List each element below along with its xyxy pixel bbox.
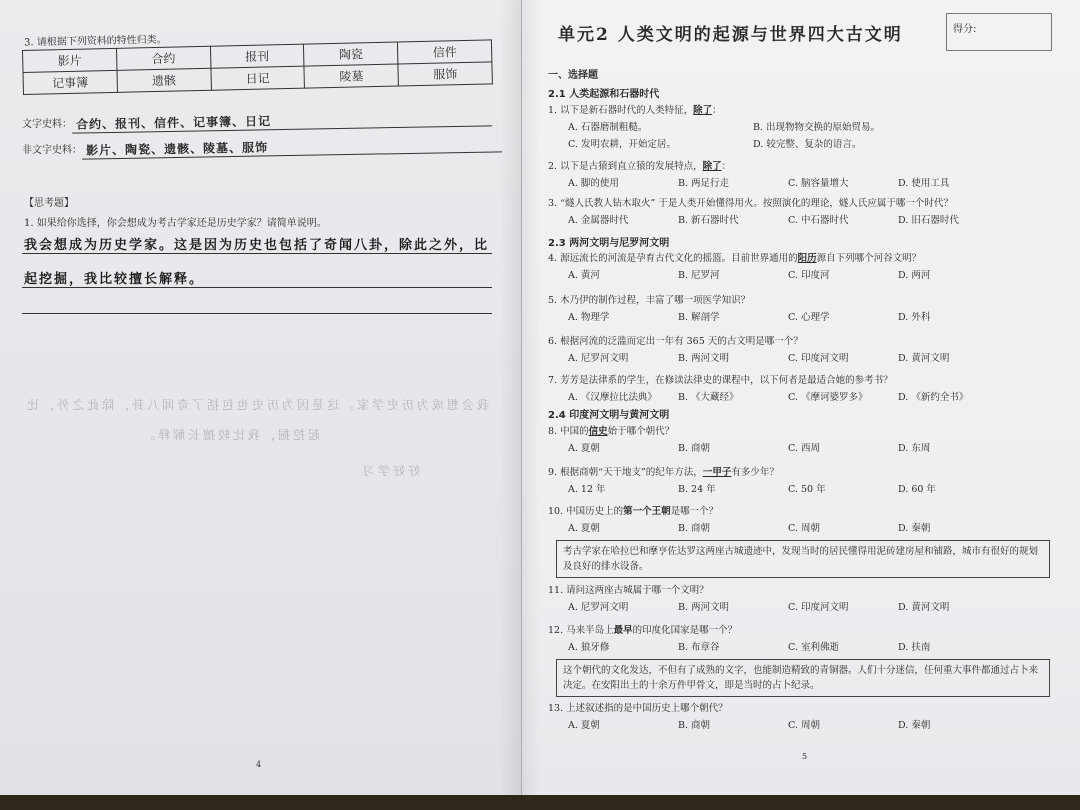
desk-surface: [0, 795, 1080, 810]
answer-line-3[interactable]: [22, 300, 492, 314]
question-6: 6. 根据河流的泛滥而定出一年有 365 天的古文明是哪一个？ A. 尼罗河文明 B. 两河文明 C. 印度河文明 D. 黄河文明: [548, 333, 1058, 364]
bleed-through-text: 好好学习: [360, 464, 421, 478]
option-b[interactable]: B. 《大藏经》: [678, 392, 739, 403]
passage-box-2: 这个朝代的文化发达，不但有了成熟的文字，也能制造精致的青铜器。人们十分迷信，任何重大事件都通过占卜来决定。在安阳出土的十余万件甲骨文，即是当时的占卜纪录。: [556, 659, 1050, 697]
question-8: 8. 中国的信史始于哪个朝代？ A. 夏朝 B. 商朝 C. 西周 D. 东周: [548, 423, 1058, 454]
option-b[interactable]: B. 尼罗河: [678, 270, 720, 281]
section-2-1: 2.1 人类起源和石器时代: [548, 89, 660, 100]
score-box[interactable]: [946, 13, 1052, 51]
option-b[interactable]: B. 商朝: [678, 523, 711, 534]
option-a[interactable]: A. 尼罗河文明: [568, 353, 629, 364]
written-sources-label: 文字史料：: [22, 119, 72, 130]
option-c[interactable]: C. 心理学: [788, 312, 830, 323]
table-cell: 记事簿: [23, 70, 117, 94]
option-c[interactable]: C. 印度河文明: [788, 353, 849, 364]
think-section-title: 【思考题】: [24, 198, 74, 209]
section-2-4: 2.4 印度河文明与黄河文明: [548, 410, 670, 421]
option-a[interactable]: A. 夏朝: [568, 720, 600, 731]
page-number: 5: [802, 752, 808, 761]
option-d[interactable]: D. 扶南: [898, 642, 931, 653]
option-d[interactable]: D. 黄河文明: [898, 353, 950, 364]
written-sources-answer[interactable]: 合约、报刊、信件、记事簿、日记: [72, 108, 492, 133]
page-number: 4: [256, 760, 262, 769]
question-13: 13. 上述叙述指的是中国历史上哪个朝代？ A. 夏朝 B. 商朝 C. 周朝 D. 秦朝: [548, 700, 1058, 731]
option-b[interactable]: B. 商朝: [678, 720, 711, 731]
question-5: 5. 木乃伊的制作过程，丰富了哪一项医学知识？ A. 物理学 B. 解剖学 C. 心理学 D. 外科: [548, 292, 1058, 323]
answer-line-1[interactable]: 我会想成为历史学家。这是因为历史也包括了奇闻八卦，除此之外，比: [22, 234, 492, 254]
question-7: 7. 芳芳是法律系的学生，在修读法律史的课程中，以下何者是最适合她的参考书？ A. 《汉摩拉比法典》 B. 《大藏经》 C. 《摩诃婆罗多》 D. 《新约全书》: [548, 372, 1058, 403]
option-a[interactable]: A. 脚的使用: [568, 178, 619, 189]
option-d[interactable]: D. 两河: [898, 270, 931, 281]
written-sources-row: [22, 112, 492, 130]
option-a[interactable]: A. 狼牙修: [568, 642, 610, 653]
nonwritten-sources-answer[interactable]: 影片、陶瓷、遗骸、陵墓、服饰: [82, 134, 502, 159]
option-c[interactable]: C. 50 年: [788, 484, 826, 495]
option-a[interactable]: A. 黄河: [568, 270, 600, 281]
option-a[interactable]: A. 石器磨制粗糙。: [568, 122, 648, 133]
question-2: 2. 以下是古猿到直立猿的发展特点，除了： A. 脚的使用 B. 两足行走 C. 脑容量增大 D. 使用工具: [548, 158, 1058, 189]
table-cell: 陵墓: [304, 64, 398, 88]
option-d[interactable]: D. 《新约全书》: [898, 392, 969, 403]
question-1: 1. 以下是新石器时代的人类特征，除了： A. 石器磨制粗糙。 B. 出现物物交换的原始贸易。 C. 发明农耕，开始定居。 D. 较完整、复杂的语言。: [548, 102, 1058, 153]
option-a[interactable]: A. 夏朝: [568, 523, 600, 534]
option-d[interactable]: D. 使用工具: [898, 178, 950, 189]
section-2-3: 2.3 两河文明与尼罗河文明: [548, 238, 670, 249]
question-11: 11. 请问这两座古城属于哪一个文明？ A. 尼罗河文明 B. 两河文明 C. 印度河文明 D. 黄河文明: [548, 582, 1058, 613]
table-cell: 合约: [116, 46, 210, 70]
option-b[interactable]: B. 两足行走: [678, 178, 730, 189]
question-10: 10. 中国历史上的第一个王朝是哪一个？ A. 夏朝 B. 商朝 C. 周朝 D. 秦朝: [548, 503, 1058, 534]
option-d[interactable]: D. 60 年: [898, 484, 936, 495]
question-9: 9. 根据商朝“天干地支”的纪年方法，一甲子有多少年？ A. 12 年 B. 24 年 C. 50 年 D. 60 年: [548, 464, 1058, 495]
option-d[interactable]: D. 秦朝: [898, 523, 931, 534]
right-page: [522, 0, 1080, 795]
option-c[interactable]: C. 周朝: [788, 720, 820, 731]
option-c[interactable]: C. 西周: [788, 443, 820, 454]
option-b[interactable]: B. 两河文明: [678, 602, 730, 613]
option-c[interactable]: C. 《摩诃婆罗多》: [788, 392, 868, 403]
option-a[interactable]: A. 尼罗河文明: [568, 602, 629, 613]
table-cell: 服饰: [398, 62, 492, 86]
question-12: 12. 马来半岛上最早的印度化国家是哪一个？ A. 狼牙修 B. 布章谷 C. 室利佛逝 D. 扶南: [548, 622, 1058, 653]
nonwritten-sources-row: [22, 138, 502, 156]
option-b[interactable]: B. 新石器时代: [678, 215, 739, 226]
option-d[interactable]: D. 外科: [898, 312, 931, 323]
section-multiple-choice: 一、选择题: [548, 70, 598, 81]
option-c[interactable]: C. 室利佛逝: [788, 642, 839, 653]
option-c[interactable]: C. 印度河: [788, 270, 830, 281]
bleed-through-text: 起挖掘，我比较擅长解释。: [140, 428, 321, 442]
option-a[interactable]: A. 金属器时代: [568, 215, 629, 226]
nonwritten-sources-label: 非文字史料：: [22, 145, 82, 156]
option-b[interactable]: B. 两河文明: [678, 353, 730, 364]
option-a[interactable]: A. 12 年: [568, 484, 606, 495]
passage-box-1: 考古学家在哈拉巴和摩亨佐达罗这两座古城遗迹中，发现当时的居民懂得用泥砖建房屋和铺路，城市有很好的规划及良好的排水设备。: [556, 540, 1050, 578]
table-cell: 陶瓷: [304, 42, 398, 66]
q3-prompt: 3. 请根据下列资料的特性归类。: [23, 34, 167, 49]
option-a[interactable]: A. 《汉摩拉比法典》: [568, 392, 657, 403]
option-d[interactable]: D. 秦朝: [898, 720, 931, 731]
think-question-1: 1. 如果给你选择，你会想成为考古学家还是历史学家？请简单说明。: [24, 218, 327, 229]
option-c[interactable]: C. 周朝: [788, 523, 820, 534]
table-cell: 报刊: [210, 44, 304, 68]
score-label: 得分:: [953, 24, 977, 35]
option-d[interactable]: D. 黄河文明: [898, 602, 950, 613]
left-page: [0, 0, 522, 795]
option-b[interactable]: B. 布章谷: [678, 642, 720, 653]
option-b[interactable]: B. 出现物物交换的原始贸易。: [753, 122, 881, 133]
option-b[interactable]: B. 24 年: [678, 484, 716, 495]
option-c[interactable]: C. 发明农耕，开始定居。: [568, 139, 676, 150]
table-cell: 信件: [398, 40, 492, 64]
table-cell: 遗骸: [117, 68, 211, 92]
option-b[interactable]: B. 解剖学: [678, 312, 720, 323]
option-c[interactable]: C. 脑容量增大: [788, 178, 849, 189]
option-c[interactable]: C. 印度河文明: [788, 602, 849, 613]
option-c[interactable]: C. 中石器时代: [788, 215, 849, 226]
option-a[interactable]: A. 物理学: [568, 312, 610, 323]
question-4: 4. 源远流长的河流是孕育古代文化的摇篮。目前世界通用的阳历源自下列哪个河谷文明？ A. 黄河 B. 尼罗河 C. 印度河 D. 两河: [548, 250, 1058, 281]
answer-line-2[interactable]: 起挖掘，我比较擅长解释。: [22, 268, 492, 288]
option-d[interactable]: D. 较完整、复杂的语言。: [753, 139, 862, 150]
table-cell: 日记: [211, 66, 305, 90]
unit-title: 单元2 人类文明的起源与世界四大古文明: [558, 25, 903, 45]
bleed-through-text: 我会想成为历史学家。这是因为历史也包括了奇闻八卦，除此之外，比: [24, 398, 490, 412]
question-3: 3. “燧人氏教人钻木取火” 于是人类开始懂得用火。按照演化的理论，燧人氏应属于哪一个时代？ A. 金属器时代 B. 新石器时代 C. 中石器时代 D. 旧石器时代: [548, 195, 1058, 226]
option-d[interactable]: D. 东周: [898, 443, 931, 454]
option-a[interactable]: A. 夏朝: [568, 443, 600, 454]
classification-table: [22, 39, 493, 95]
table-cell: 影片: [23, 48, 117, 72]
option-d[interactable]: D. 旧石器时代: [898, 215, 959, 226]
option-b[interactable]: B. 商朝: [678, 443, 711, 454]
